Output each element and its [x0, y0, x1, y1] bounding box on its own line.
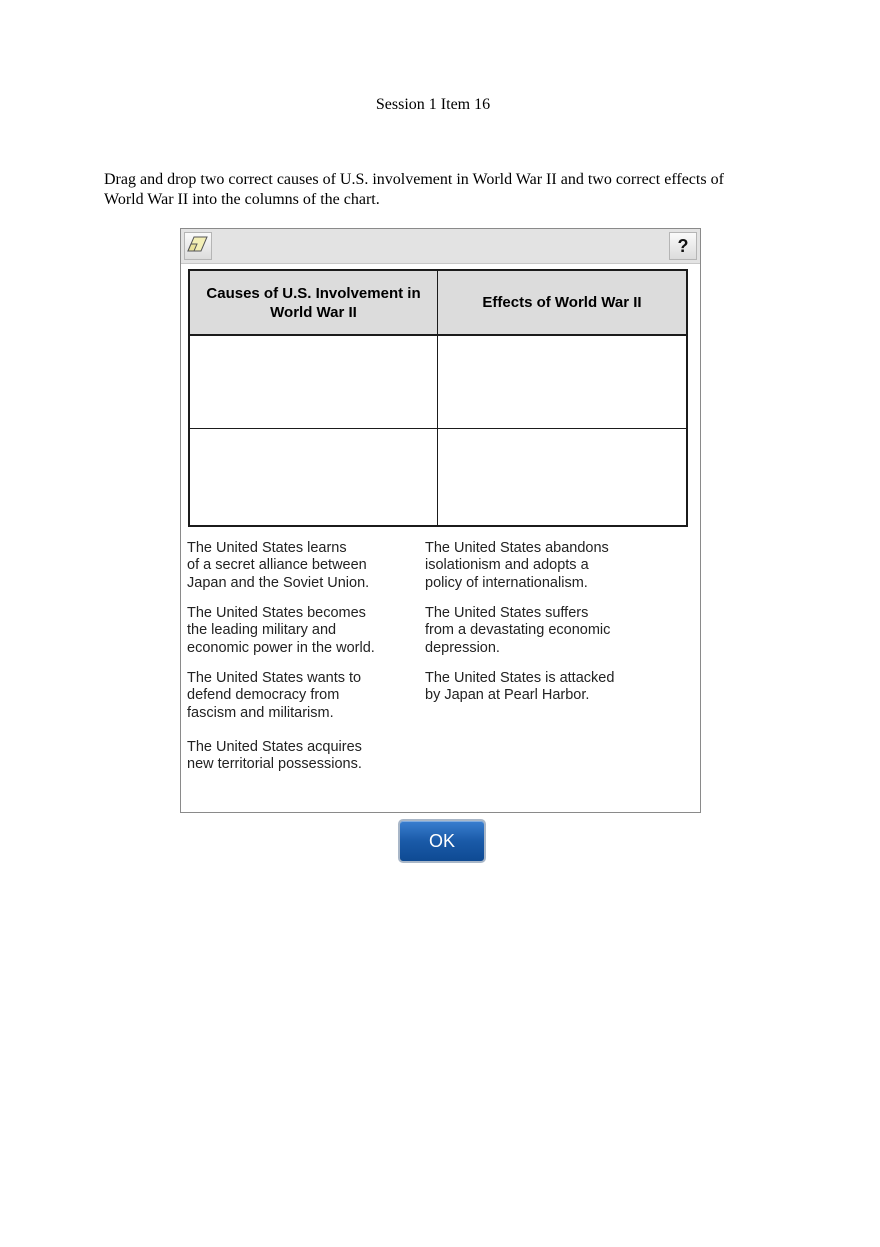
answer-options	[187, 540, 692, 800]
ok-button[interactable]: OK	[398, 819, 486, 863]
eraser-icon	[187, 235, 209, 258]
column-header-causes: Causes of U.S. Involvement in World War II	[190, 271, 438, 336]
answer-chart	[188, 269, 688, 527]
option-abandons-isolationism[interactable]: The United States abandons isolationism and adopts a policy of internationalism.	[425, 540, 609, 591]
eraser-button[interactable]	[184, 232, 212, 260]
panel-toolbar	[181, 229, 700, 264]
session-title: Session 1 Item 16	[375, 96, 491, 113]
option-leading-power[interactable]: The United States becomes the leading military and economic power in the world.	[187, 605, 375, 656]
option-secret-alliance[interactable]: The United States learns of a secret alliance between Japan and the Soviet Union.	[187, 540, 370, 591]
option-territorial-possessions[interactable]: The United States acquires new territorial possessions.	[187, 739, 362, 773]
instructions-text: Drag and drop two correct causes of U.S. involvement in World War II and two correct effects of World War II into the columns of the chart.	[104, 171, 724, 208]
help-button[interactable]: ?	[669, 232, 697, 260]
option-defend-democracy[interactable]: The United States wants to defend democracy from fascism and militarism.	[187, 670, 362, 721]
drag-drop-panel	[180, 228, 701, 813]
drop-zone-causes-2[interactable]	[190, 429, 438, 525]
drop-zone-effects-1[interactable]	[438, 336, 686, 429]
drop-zone-causes-1[interactable]	[190, 336, 438, 429]
option-pearl-harbor[interactable]: The United States is attacked by Japan at Pearl Harbor.	[425, 670, 615, 704]
column-header-effects: Effects of World War II	[438, 271, 686, 336]
option-economic-depression[interactable]: The United States suffers from a devastating economic depression.	[425, 605, 611, 656]
drop-zone-effects-2[interactable]	[438, 429, 686, 525]
